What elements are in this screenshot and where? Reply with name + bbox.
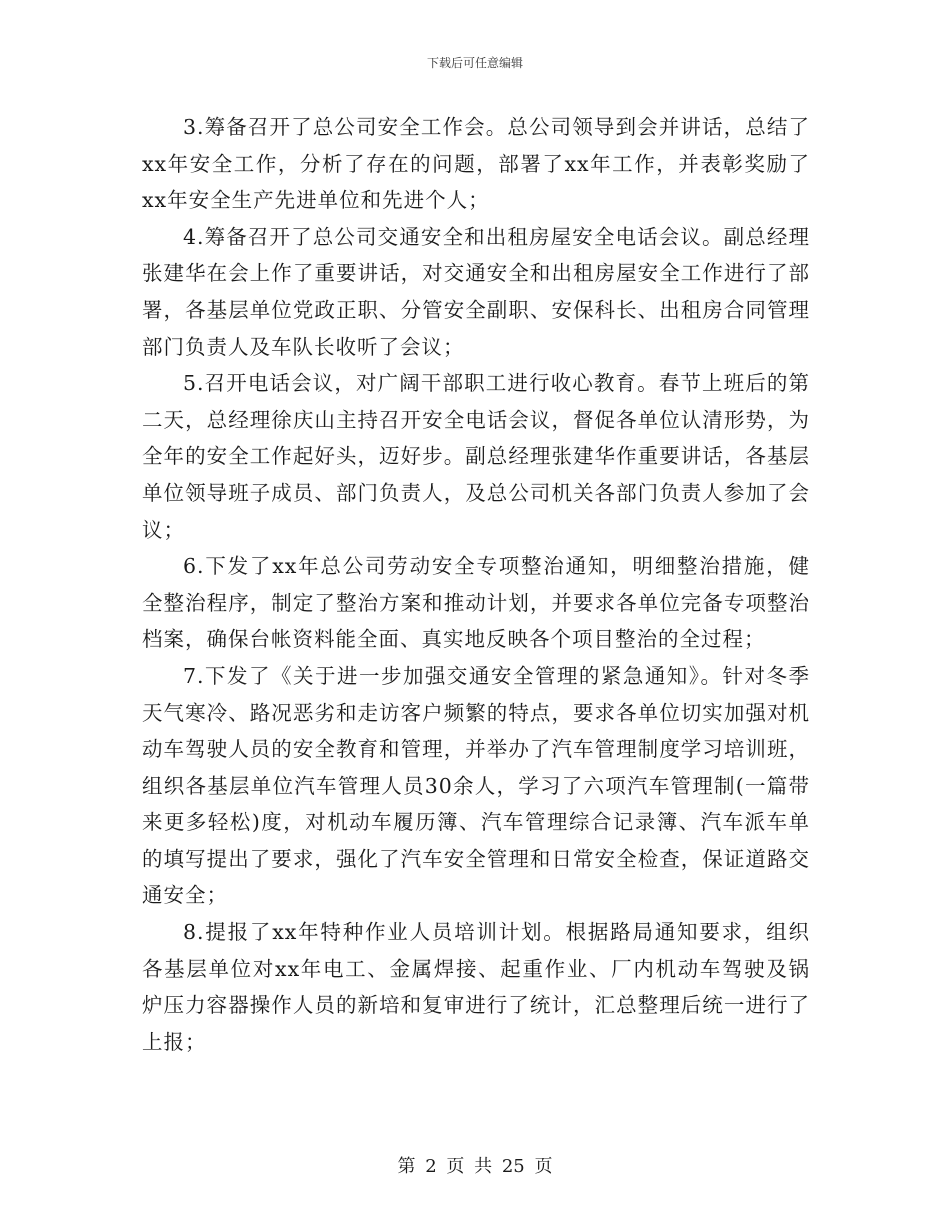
paragraph-3: 3.筹备召开了总公司安全工作会。总公司领导到会并讲话，总结了xx年安全工作，分析了存在的问题，部署了xx年工作，并表彰奖励了xx年安全生产先进单位和先进个人； — [142, 115, 810, 213]
header-note: 下载后可任意编辑 — [426, 56, 523, 70]
paragraph-7: 7.下发了《关于进一步加强交通安全管理的紧急通知》。针对冬季天气寒冷、路况恶劣和走访客户频繁的特点，要求各单位切实加强对机动车驾驶人员的安全教育和管理，并举办了汽车管理制度学习培训班，组织各基层单位汽车管理人员30余人，学习了六项汽车管理制(一篇带来更多轻松)度，对机动车履历簿、汽车管理综合记录簿、汽车派车单的填写提出了要求，强化了汽车安全管理和日常安全检查，保证道路交通安全； — [142, 663, 810, 908]
document-body — [142, 109, 810, 1060]
paragraph-6: 6.下发了xx年总公司劳动安全专项整治通知，明细整治措施，健全整治程序，制定了整治方案和推动计划，并要求各单位完备专项整治档案，确保台帐资料能全面、真实地反映各个项目整治的全过程； — [142, 554, 810, 652]
page-number: 第 2 页 共 25 页 — [397, 1156, 553, 1177]
paragraph-8: 8.提报了xx年特种作业人员培训计划。根据路局通知要求，组织各基层单位对xx年电工、金属焊接、起重作业、厂内机动车驾驶及锅炉压力容器操作人员的新培和复审进行了统计，汇总整理后统一进行了上报； — [142, 920, 810, 1054]
paragraph-4: 4.筹备召开了总公司交通安全和出租房屋安全电话会议。副总经理张建华在会上作了重要讲话，对交通安全和出租房屋安全工作进行了部署，各基层单位党政正职、分管安全副职、安保科长、出租房合同管理部门负责人及车队长收听了会议； — [142, 224, 810, 359]
paragraph-5: 5.召开电话会议，对广阔干部职工进行收心教育。春节上班后的第二天，总经理徐庆山主持召开安全电话会议，督促各单位认清形势，为全年的安全工作起好头，迈好步。副总经理张建华作重要讲话，各基层单位领导班子成员、部门负责人，及总公司机关各部门负责人参加了会议； — [142, 371, 810, 542]
